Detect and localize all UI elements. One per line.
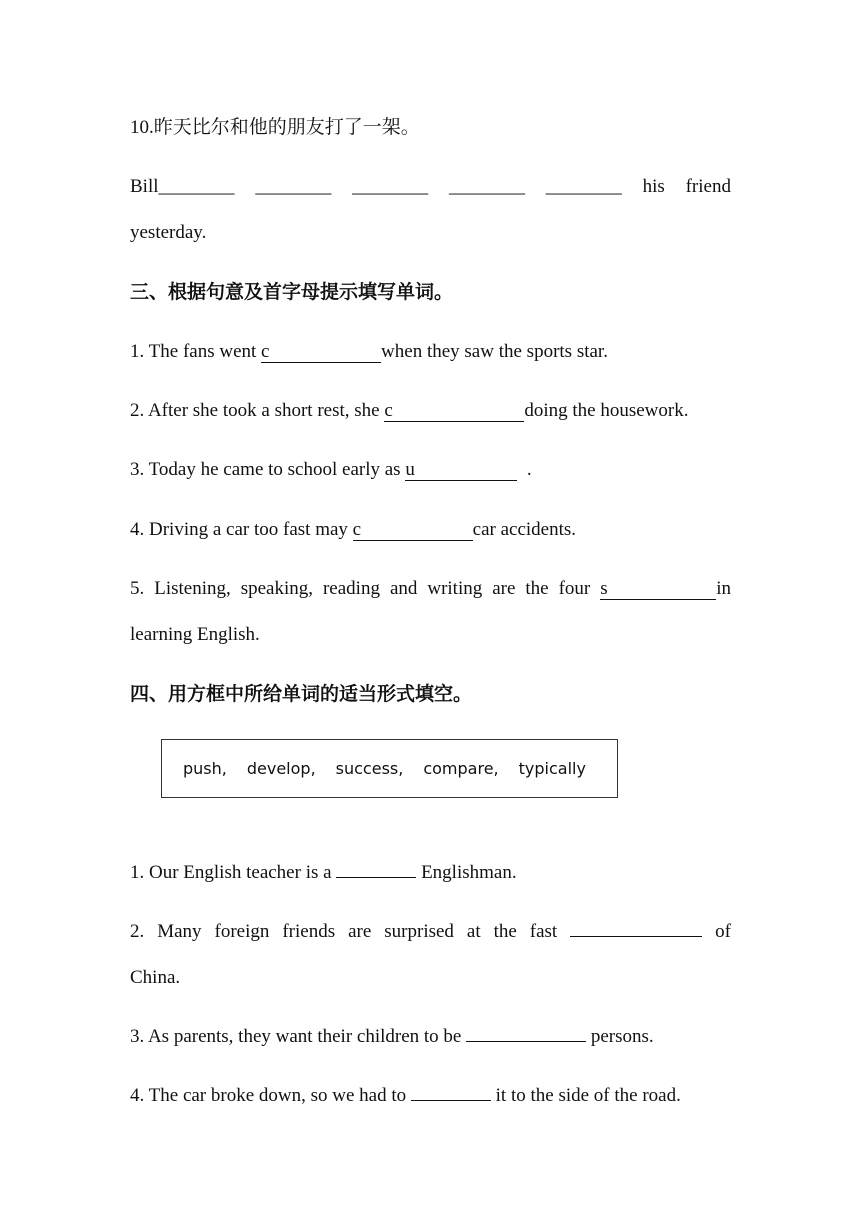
- word-bank-item: develop,: [246, 759, 316, 778]
- word-bank-item: compare,: [423, 759, 499, 778]
- item2-word: foreign: [214, 921, 270, 942]
- item5-word: are: [492, 578, 516, 599]
- q10-blank: ________: [255, 176, 332, 197]
- item2-word: Many: [157, 921, 202, 942]
- item-text-after: persons.: [586, 1026, 654, 1047]
- section-4-item-3: [130, 1025, 731, 1049]
- item2-word: 2.: [130, 921, 145, 942]
- section-4-item-2-continuation: [130, 966, 731, 990]
- item5-word: and: [389, 578, 418, 599]
- item5-word: reading: [322, 578, 380, 599]
- item5-word: 5.: [130, 578, 145, 599]
- q10-blank: ________: [545, 176, 622, 197]
- item2-word: surprised: [384, 921, 454, 942]
- section-4-item-2: [130, 920, 731, 944]
- item5-word: four: [558, 578, 591, 599]
- letter-blank[interactable]: u: [405, 460, 517, 481]
- item-text-before: 2. After she took a short rest, she: [130, 400, 385, 421]
- section-3-item-5: [130, 577, 731, 601]
- word-bank-item: push,: [183, 759, 227, 778]
- letter-blank[interactable]: c: [353, 520, 473, 541]
- item-text-after: Englishman.: [416, 862, 517, 883]
- letter-blank[interactable]: s: [600, 579, 716, 600]
- word-bank-box: [161, 739, 618, 798]
- item2-word: are: [348, 921, 372, 942]
- item-text-after: .: [517, 459, 532, 480]
- item-text-after: when they saw the sports star.: [381, 341, 608, 362]
- item2-word: the: [493, 921, 517, 942]
- question-10-prompt: [130, 116, 731, 140]
- item5-word: Listening,: [154, 578, 231, 599]
- item2-word: friends: [282, 921, 336, 942]
- question-10-continuation: [130, 221, 731, 245]
- word-bank-item: typically: [518, 759, 586, 778]
- answer-blank[interactable]: [411, 1084, 491, 1101]
- q10-blank: ________: [352, 176, 429, 197]
- answer-blank[interactable]: [466, 1025, 586, 1042]
- item-text-after: in: [716, 578, 731, 599]
- section-3-item-2: [130, 399, 731, 423]
- section-4-title-text: 四、用方框中所给单词的适当形式填空。: [130, 683, 473, 705]
- q10-word: Bill________: [130, 176, 235, 197]
- answer-blank[interactable]: [336, 861, 416, 878]
- question-10-prompt-text: 10.昨天比尔和他的朋友打了一架。: [130, 117, 420, 138]
- question-10-answer-line: [130, 175, 731, 199]
- section-3-item-1: [130, 340, 731, 364]
- section-3-title: [130, 280, 731, 304]
- answer-blank[interactable]: [570, 920, 702, 937]
- item-text-after: doing the housework.: [524, 400, 689, 421]
- item2-word: fast: [529, 921, 558, 942]
- item5-word: the: [525, 578, 549, 599]
- letter-blank[interactable]: c: [261, 342, 381, 363]
- item-text-before: 3. Today he came to school early as: [130, 459, 406, 480]
- item-text-before: 4. The car broke down, so we had to: [130, 1085, 411, 1106]
- section-3-item-3: [130, 458, 731, 482]
- section-4-title: [130, 682, 731, 706]
- item-text-before: 1. Our English teacher is a: [130, 862, 337, 883]
- item-text-after: it to the side of the road.: [490, 1085, 681, 1106]
- q10-word: friend: [685, 176, 731, 197]
- item5-word: speaking,: [240, 578, 314, 599]
- section-4-item-1: [130, 861, 731, 885]
- word-bank-item: success,: [335, 759, 404, 778]
- q10-blank: ________: [448, 176, 525, 197]
- letter-blank[interactable]: c: [384, 401, 524, 422]
- item5-blank-group: [600, 577, 731, 601]
- q10-word: his: [642, 176, 665, 197]
- item5-word: writing: [427, 578, 483, 599]
- item2-word: at: [466, 921, 481, 942]
- item-text-before: 1. The fans went: [130, 341, 262, 362]
- section-3-title-text: 三、根据句意及首字母提示填写单词。: [130, 281, 454, 303]
- item-text-before: 3. As parents, they want their children to be: [130, 1026, 467, 1047]
- item-continuation-text: learning English.: [130, 624, 260, 645]
- item-continuation-text: China.: [130, 967, 181, 988]
- item-text-after: car accidents.: [472, 519, 577, 540]
- section-3-item-4: [130, 518, 731, 542]
- section-4-item-4: [130, 1084, 731, 1108]
- section-3-item-5-continuation: [130, 623, 731, 647]
- item2-word: of: [715, 921, 731, 942]
- q10-continuation-text: yesterday.: [130, 222, 207, 243]
- item-text-before: 4. Driving a car too fast may: [130, 519, 353, 540]
